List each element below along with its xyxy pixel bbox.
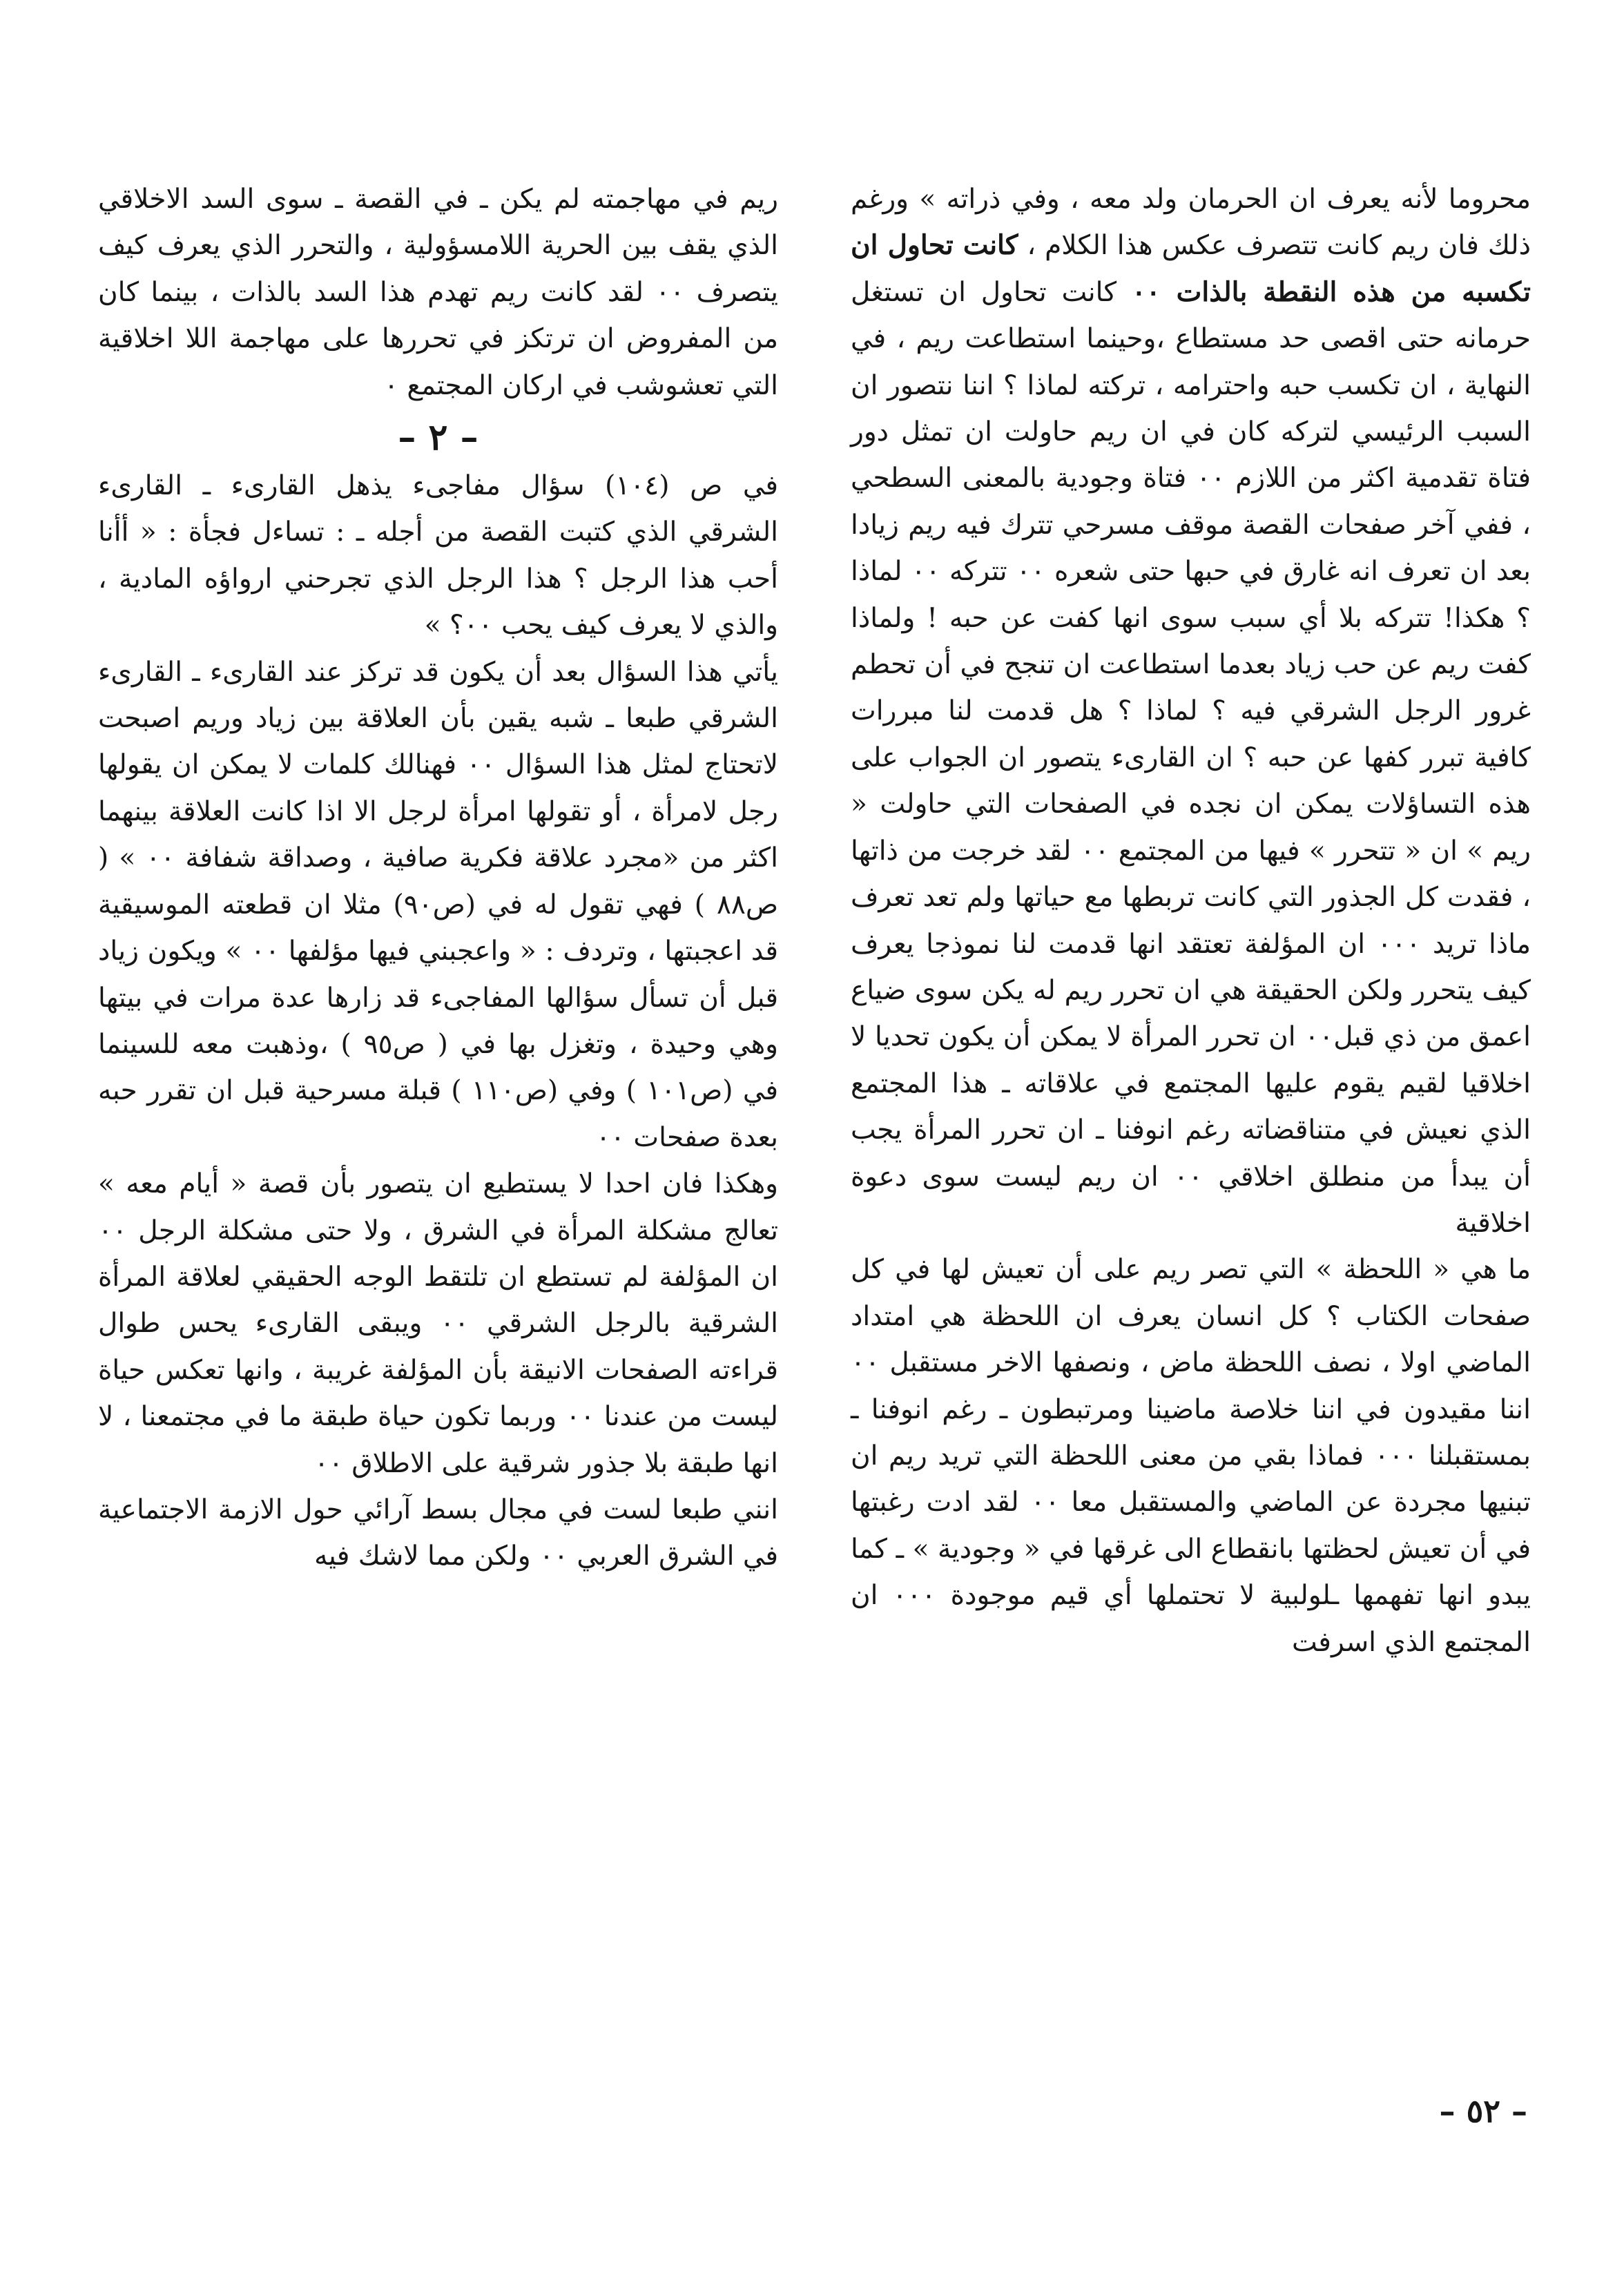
right-paragraph-1-text-b: كانت تحاول ان تستغل حرمانه حتى اقصى حد مستطاع ،وحينما استطاعت ريم ، في النهاية ، ان تكسب حبه واحترامه ، تركته لماذا ؟ اننا نتصور ان السبب الرئيسي لتركه كان في ان ريم حاولت ان تمثل دور فتاة تقدمية اكثر من اللازم ٠٠ فتاة وجودية بالمعنى السطحي ، ففي آخر صفحات القصة موقف مسرحي تترك فيه ريم زيادا بعد ان تعرف انه غارق في حبها حتى شعره ٠٠ تتركه ٠٠ لماذا ؟ هكذا! تتركه بلا أي سبب سوى انها كفت عن حبه ! ولماذا كفت ريم عن حب زياد بعدما استطاعت ان تنجح في أن تحطم غرور الرجل الشرقي فيه ؟ لماذا ؟ هل قدمت لنا مبررات كافية تبرر كفها عن حبه ؟ ان القارىء يتصور ان الجواب على هذه التساؤلات يمكن ان نجده في الصفحات التي حاولت « ريم » ان « تتحرر » فيها من المجتمع ٠٠ لقد خرجت من ذاتها ، فقدت كل الجذور التي كانت تربطها مع حياتها ولم تعد تعرف ماذا تريد ٠٠٠ ان المؤلفة تعتقد انها قدمت لنا نموذجا يعرف كيف يتحرر ولكن الحقيقة هي ان تحرر ريم له يكن سوى ضياع اعمق من ذي قبل٠٠ ان تحرر المرأة لا يمكن أن يكون تحديا لا اخلاقيا لقيم يقوم عليها المجتمع في علاقاته ـ هذا المجتمع الذي نعيش في متناقضاته رغم انوفنا ـ ان تحرر المرأة يجب أن يبدأ من منطلق اخلاقي ٠٠ ان ريم ليست سوى دعوة اخلاقية bbox=[851, 276, 1531, 1239]
left-column bbox=[98, 176, 778, 1580]
right-column bbox=[851, 176, 1531, 1666]
right-paragraph-1-text-a: محروما لأنه يعرف ان الحرمان ولد معه ، وفي ذراته » ورغم ذلك فان ريم كانت تتصرف عكس هذا الكلام ، bbox=[851, 184, 1531, 262]
right-paragraph-1 bbox=[851, 176, 1531, 1246]
page-number: – ٥٢ – bbox=[1439, 2092, 1527, 2130]
left-paragraph-5: انني طبعا لست في مجال بسط آرائي حول الازمة الاجتماعية في الشرق العربي ٠٠ ولكن مما لاشك فيه bbox=[98, 1494, 778, 1572]
right-paragraph-1-bold-text: كانت تحاول ان تكسبه من هذه النقطة بالذات ٠٠ bbox=[851, 229, 1531, 308]
left-paragraph-3: يأتي هذا السؤال بعد أن يكون قد تركز عند القارىء ـ القارىء الشرقي طبعا ـ شبه يقين بأن العلاقة بين زياد وريم اصبحت لاتحتاج لمثل هذا السؤال ٠٠ فهنالك كلمات لا يمكن ان يقولها رجل لامرأة ، أو تقولها امرأة لرجل الا اذا كانت العلاقة بينهما اكثر من «مجرد علاقة فكرية صافية ، وصداقة شفافة ٠٠ » ( ص٨٨ ) فهي تقول له في (ص٩٠) مثلا ان قطعته الموسيقية قد اعجبتها ، وتردف : « واعجبني فيها مؤلفها ٠٠ » ويكون زياد قبل أن تسأل سؤالها المفاجىء قد زارها عدة مرات في بيتها وهي وحيدة ، وتغزل بها في ( ص٩٥ ) ،وذهبت معه للسينما في (ص١٠١ ) وفي (ص١١٠ ) قبلة مسرحية قبل ان تقرر حبه بعدة صفحات ٠٠ bbox=[98, 656, 779, 1153]
left-paragraph-1: ريم في مهاجمته لم يكن ـ في القصة ـ سوى السد الاخلاقي الذي يقف بين الحرية اللامسؤولية ، والتحرر الذي يعرف كيف يتصرف ٠٠ لقد كانت ريم تهدم هذا السد بالذات ، بينما كان من المفروض ان ترتكز في تحررها على مهاجمة اللا اخلاقية التي تعشوشب في اركان المجتمع ٠ bbox=[98, 184, 778, 401]
left-paragraph-4: وهكذا فان احدا لا يستطيع ان يتصور بأن قصة « أيام معه » تعالج مشكلة المرأة في الشرق ، ولا حتى مشكلة الرجل ٠٠ ان المؤلفة لم تستطع ان تلتقط الوجه الحقيقي لعلاقة المرأة الشرقية بالرجل الشرقي ٠٠ ويبقى القارىء يحس طوال قراءته الصفحات الانيقة بأن المؤلفة غريبة ، وانها تعكس حياة ليست من عندنا ٠٠ وربما تكون حياة طبقة ما في مجتمعنا ، لا انها طبقة بلا جذور شرقية على الاطلاق ٠٠ bbox=[98, 1168, 778, 1479]
left-paragraph-2: في ص (١٠٤) سؤال مفاجىء يذهل القارىء ـ القارىء الشرقي الذي كتبت القصة من أجله ـ : تساءل فجأة : « أأنا أحب هذا الرجل ؟ هذا الرجل الذي تجرحني ارواؤه المادية ، والذي لا يعرف كيف يحب ٠٠؟ » bbox=[98, 470, 778, 641]
section-number: – ٢ – bbox=[398, 416, 478, 459]
right-paragraph-2: ما هي « اللحظة » التي تصر ريم على أن تعيش لها في كل صفحات الكتاب ؟ كل انسان يعرف ان اللحظة هي امتداد الماضي اولا ، نصف اللحظة ماض ، ونصفها الاخر مستقبل ٠٠ اننا مقيدون في اننا خلاصة ماضينا ومرتبطون ـ رغم انوفنا ـ بمستقبلنا ٠٠٠ فماذا بقي من معنى اللحظة التي تريد ريم ان تبنيها مجردة عن الماضي والمستقبل معا ٠٠ لقد ادت رغبتها في أن تعيش لحظتها بانقطاع الى غرقها في « وجودية » ـ كما يبدو انها تفهمها ـلولبية لا تحتملها أي قيم موجودة ٠٠٠ ان المجتمع الذي اسرفت bbox=[851, 1254, 1531, 1658]
